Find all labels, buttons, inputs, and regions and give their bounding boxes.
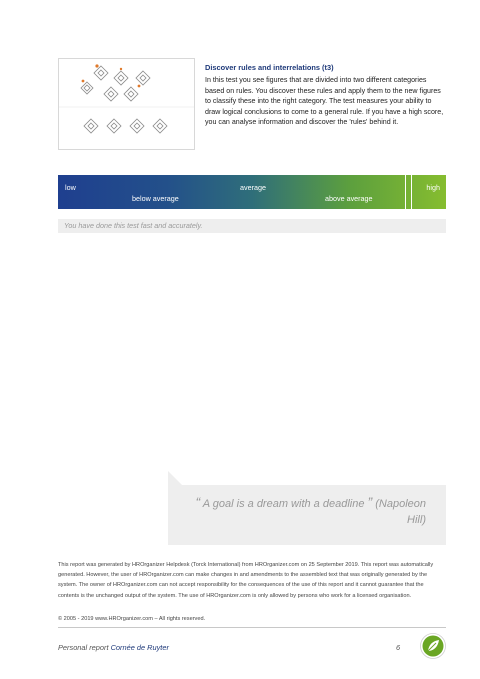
score-marker (405, 175, 412, 209)
disclaimer-text: This report was generated by HROrganizer Helpdesk (Torck International) from HROrganizer.com on 25 September 2019. This report was automatically generated. However, the user of HROrganizer.com can make changes in and amendments to the assembled text that was originally generated by the system. The owner of HROrganizer.com can not accept responsibility for the consequences of the use of this report and it cannot guarantee that the contents is the unchanged output of the system. The use of HROrganizer.com is only allowed by persons who work for a licensed organisation. (58, 562, 434, 599)
quote-text (178, 494, 426, 528)
diamond-figures-graphic (59, 59, 194, 149)
leaf-logo-icon (420, 633, 446, 659)
test-title: Discover rules and interrelations (t3) (205, 63, 334, 72)
quote-body: A goal is a dream with a deadline (200, 498, 368, 510)
quote-close-mark: ” (367, 494, 373, 510)
scale-label-below-average: below average (132, 194, 179, 203)
footer-report-label (58, 643, 169, 652)
quote-open-mark: “ (195, 494, 201, 510)
scale-label-above-average: above average (325, 194, 373, 203)
scale-label-high: high (426, 183, 440, 192)
footer-person-name: Cornée de Ruyter (110, 643, 169, 652)
quote-author: (Napoleon Hill) (372, 498, 426, 526)
test-description: In this test you see figures that are divided into two different categories based on rules. You discover these rules and apply them to the new figures to classify these into the right category. The test measures your ability to draw logical conclusions to come to a general rule. If you have a high score, you can analyse information and discover the 'rules' behind it. (205, 76, 444, 127)
page-number: 6 (396, 643, 401, 652)
footer-divider (58, 627, 446, 628)
scale-label-low: low (65, 183, 76, 192)
test-figure-image (58, 58, 195, 150)
footer-label: Personal report (58, 643, 111, 652)
scale-label-average: average (240, 183, 266, 192)
score-scale-bar (58, 175, 446, 209)
copyright-text: © 2005 - 2019 www.HROrganizer.com – All rights reserved. (58, 616, 206, 622)
quote-bubble-tail (168, 471, 182, 485)
result-text: You have done this test fast and accurately. (58, 219, 446, 233)
